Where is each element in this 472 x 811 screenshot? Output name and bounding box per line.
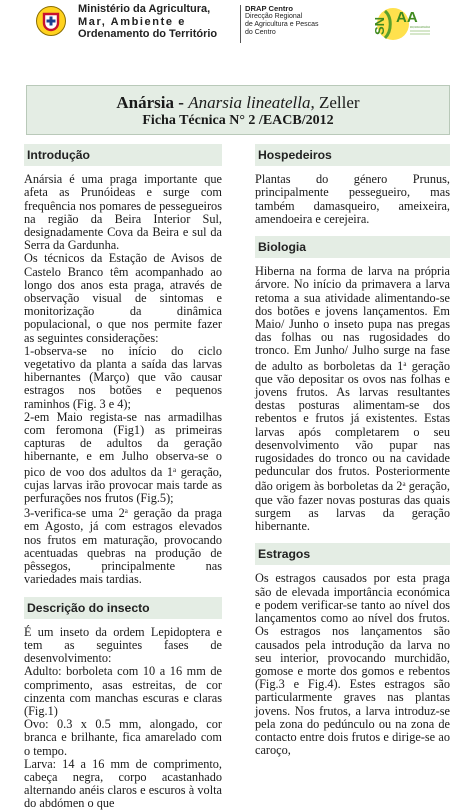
bio-superscript-2: a	[402, 480, 406, 489]
ministry-line-3: Ordenamento do Território	[78, 28, 218, 40]
ministry-line-1: Ministério da Agricultura,	[78, 3, 211, 15]
desc-paragraph-ovo: Ovo: 0.3 x 0.5 mm, alongado, cor branca e brilhante, fica amarelado com o tempo.	[24, 717, 222, 758]
ministry-line-2: Mar, Ambiente e	[78, 15, 186, 28]
intro-p4-text-b: geração, cujas larvas irão provocar mais tarde as perfurações nos frutos (Fig.5);	[24, 464, 222, 506]
logo-tagline: SERVIÇO NACIONAL DE AVISOS AGRÍCOLAS	[410, 26, 466, 29]
intro-p4-text-a: 2-em Maio regista-se nas armadilhas com feromona (Fig1) as primeiras capturas de adultos da geração hibernante, e em Julho observa-se o pico de voo dos adultos da 1	[24, 409, 222, 479]
drap-line-1: Direcção Regional	[245, 13, 303, 20]
snaa-logo	[372, 5, 466, 43]
desc-paragraph-larva: Larva: 14 a 16 mm de comprimento, cabeça negra, corpo acastanhado alternando anéis claros e escuros à volta do abdómen o que	[24, 756, 222, 811]
pest-scientific-name: Anarsia lineatella	[188, 93, 311, 112]
pest-name	[27, 93, 449, 112]
bio-text-a: Hiberna na forma de larva na própria árvore. No início da primavera a larva retoma a sua atividade alimentando-se dos botões e jovens lançamentos. Em Maio/ Junho o inseto pupa nas pregas das folhas ou nas rugosidades do tronco. Em Junho/ Julho surge na fase de adulto as borboletas da 1	[255, 264, 450, 373]
drap-title: DRAP Centro	[245, 4, 293, 13]
desc-paragraph-1: É um inseto da ordem Lepidoptera e tem as seguintes fases de desenvolvimento:	[24, 624, 222, 666]
intro-paragraph-2: Os técnicos da Estação de Avisos de Castelo Branco têm acompanhado ao longo dos anos esta praga, através de observação visual de sintomas e monitorização da dinâmica populacional, o que nos permite fazer as seguintes considerações:	[24, 251, 222, 345]
drap-line-3: do Centro	[245, 29, 276, 36]
section-heading-biologia: Biologia	[255, 236, 450, 258]
title-box	[26, 85, 450, 135]
pest-author: , Zeller	[310, 93, 360, 112]
bio-text-c: geração, que vão fazer novas posturas das quais surgem as larvas da geração hibernante.	[255, 479, 450, 534]
right-column	[255, 144, 450, 757]
page-header	[0, 0, 472, 56]
ministry-name	[78, 3, 217, 41]
intro-p5-superscript: a	[124, 507, 128, 516]
pest-common-name: Anársia -	[116, 93, 189, 112]
section-heading-introducao: Introdução	[24, 144, 222, 166]
drap-line-2: de Agricultura e Pescas	[245, 21, 319, 28]
biology-paragraph	[255, 265, 450, 533]
logo-aa-text: AA	[396, 9, 418, 26]
portugal-crest-icon	[35, 5, 67, 37]
section-heading-descricao: Descrição do insecto	[24, 597, 222, 619]
intro-p5-text-a: 3-verifica-se uma 2	[24, 506, 125, 521]
intro-paragraph-3: 1-observa-se no início do ciclo vegetativo da planta a saída das larvas hibernantes (Março) que vão causar estragos nos botões e pequenos raminhos (Fig. 3 e 4);	[24, 343, 222, 411]
intro-paragraph-1: Anársia é uma praga importante que afeta as Prunóideas e surge com frequência nos pomares de pessegueiros na região da Beira Interior Sul, designadamente Cova da Beira e sul da Serra da Gardunha.	[24, 172, 222, 253]
section-heading-estragos: Estragos	[255, 543, 450, 565]
left-column	[24, 144, 222, 811]
bio-text-b: geração que vão depositar os ovos nas folhas e jovens frutos. As larvas resultantes destas posturas alimentam-se dos rebentos e frutos já existentes. Estas larvas após completarem o seu desenvolvimento vão pupar nas rugosidades do tronco ou na cavidade peduncular dos frutos. Posteriormente dão origem às borboletas da 2	[255, 358, 450, 494]
intro-paragraph-4	[24, 411, 222, 505]
header-divider	[240, 5, 241, 43]
intro-paragraph-5	[24, 505, 222, 586]
intro-p5-text-b: geração da praga em Agosto, já com estragos elevados nos frutos em maturação, provocando acentuadas quebras na produção de pêssegos, principalmente nas variedades mais tardias.	[24, 506, 222, 587]
desc-paragraph-adulto: Adulto: borboleta com 10 a 16 mm de comprimento, asas estreitas, de cor cinzenta com manchas escuras e claras (Fig.1)	[24, 664, 222, 718]
intro-p4-superscript: a	[173, 465, 177, 474]
section-heading-hospedeiros: Hospedeiros	[255, 144, 450, 166]
drap-centro-block	[245, 4, 319, 37]
logo-sn-text: SN	[372, 16, 387, 35]
host-paragraph: Plantas do género Prunus, principalmente pessegueiro, mas também damasqueiro, ameixeira, amendoeira e cerejeira.	[255, 172, 450, 226]
damage-paragraph: Os estragos causados por esta praga são de elevada importância económica e podem verificar-se tanto ao nível dos lançamentos como ao nível dos frutos. Os estragos nos lançamentos são causados pela introdução da larva no seu interior, provocando murchidão, gomose e morte dos gomos e rebentos (Fig.3 e Fig.4). Estes estragos são particularmente graves nas plantas jovens. Nos frutos, a larva introduz-se pela zona do pedúnculo ou na zona de contacto entre dois frutos e dirige-se ao caroço,	[255, 571, 450, 758]
bio-superscript-1: a	[403, 359, 407, 368]
sheet-number: Ficha Técnica N° 2 /EACB/2012	[142, 113, 334, 128]
